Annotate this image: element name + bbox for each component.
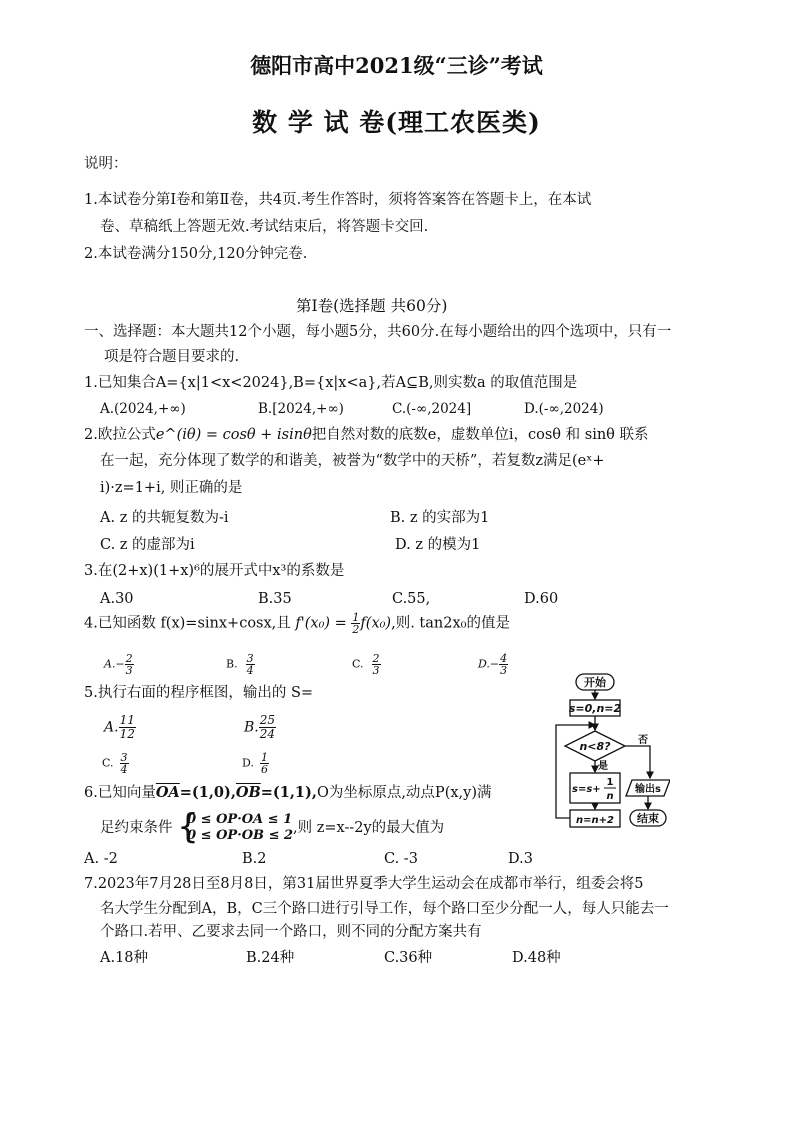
note-1-line-1: 1.本试卷分第Ⅰ卷和第Ⅱ卷，共4页.考生作答时，须将答案答在答题卡上，在本试 (84, 192, 592, 208)
q6-option-a: A. -2 (84, 851, 118, 867)
q6-constraints: { 0 ≤ OP·OA ≤ 1 0 ≤ OP·OB ≤ 2 (177, 807, 294, 847)
q6-stem-line-1: 6.已知向量$\overline{OA}=(1,0),\overline{OB}=(1,1),O$为坐标原点,动点P(x,y)满 (84, 784, 492, 801)
q6-vector-ob: $\overline{OB}$ (235, 784, 261, 801)
q6-stem-line-2: 足约束条件 { 0 ≤ OP·OA ≤ 1 0 ≤ OP·OB ≤ 2 ,则 z=x--2y的最大值为 (100, 807, 445, 847)
q7-option-c: C.36种 (384, 950, 433, 966)
q4-option-b: B. $\frac{3}{4}$ (226, 652, 254, 677)
q4-option-a: A.− $\frac{2}{3}$ (104, 652, 133, 677)
q6-constraint-2: 0 ≤ OP·OB ≤ 2 (187, 828, 294, 843)
q1-option-d: D.(-∞,2024) (524, 401, 604, 417)
q7-option-a: A.18种 (100, 950, 149, 966)
q6-option-c: C. -3 (384, 851, 418, 867)
q7-option-d: D.48种 (512, 950, 561, 966)
q2-stem-line-2: 在一起，充分体现了数学的和谐美，被誉为“数学中的天桥”，若复数z满足(eˣ+ (100, 453, 605, 469)
q6-option-b: B.2 (242, 851, 267, 867)
q2-stem-line-3: i)·z=1+i, 则正确的是 (100, 480, 243, 496)
page-subtitle: 数 学 试 卷(理工农医类) (252, 108, 541, 137)
q7-stem-line-2: 名大学生分配到A，B，C三个路口进行引导工作，每个路口至少分配一人，每人只能去一 (100, 901, 669, 917)
q1-option-c: C.(-∞,2024] (392, 401, 472, 417)
program-flowchart (550, 668, 670, 838)
q7-stem-line-1: 7.2023年7月28日至8月8日，第31届世界夏季大学生运动会在成都市举行，组委会将5 (84, 876, 644, 892)
q4-formula-left: f'(x₀) = (295, 615, 347, 632)
flowchart-yes-label: 是 (598, 761, 608, 772)
section-intro-line-1: 一、选择题：本大题共12个小题，每小题5分，共60分.在每小题给出的四个选项中，只有一 (84, 324, 672, 340)
q7-stem-line-3: 个路口.若甲、乙要求去同一个路口，则不同的分配方案共有 (100, 924, 482, 940)
q6-option-d: D.3 (508, 851, 533, 867)
flowchart-frac-num: 1 (606, 777, 614, 788)
flowchart-update-s-label: s=s+ (572, 784, 601, 795)
q6-constraint-1: 0 ≤ OP·OA ≤ 1 (187, 812, 293, 827)
q1-option-b: B.[2024,+∞) (258, 401, 344, 417)
flowchart-condition-label: n<8? (579, 740, 611, 753)
q2-euler-formula: e^(iθ) = cosθ + isinθ (155, 427, 312, 443)
flowchart-end-label: 结束 (637, 812, 659, 825)
notes-heading: 说明： (84, 156, 128, 172)
q4-option-c: C. $\frac{2}{3}$ (352, 652, 380, 677)
flowchart-init-label: s=0,n=2 (568, 702, 622, 715)
q7-option-b: B.24种 (246, 950, 295, 966)
q4-stem-post: ,则. tan2x₀的值是 (391, 615, 510, 632)
note-2: 2.本试卷满分150分,120分钟完卷. (84, 246, 308, 262)
q4-option-d: D.− $\frac{4}{3}$ (478, 652, 508, 677)
q3-option-b: B.35 (258, 591, 292, 607)
flowchart-start-label: 开始 (584, 676, 606, 689)
q4-stem-pre: 4.已知函数 f(x)=sinx+cosx,且 (84, 615, 291, 632)
q5-option-c: C. $\frac{3}{4}$ (102, 751, 128, 776)
q2-stem-post: 把自然对数的底数e，虚数单位i，cosθ 和 sinθ 联系 (311, 427, 649, 443)
flowchart-update-n-label: n=n+2 (576, 815, 614, 826)
section-intro-line-2: 项是符合题目要求的. (104, 349, 240, 365)
page-title: 德阳市高中2021级“三诊”考试 (250, 53, 543, 78)
q5-option-d: D. $\frac{1}{6}$ (242, 751, 268, 776)
q5-option-a: A. $\frac{11}{12}$ (104, 713, 135, 741)
q5-option-b: B. $\frac{25}{24}$ (244, 713, 276, 741)
q6-vector-oa: $\overline{OA}$ (155, 784, 180, 801)
q3-option-a: A.30 (100, 591, 134, 607)
section-title: 第Ⅰ卷(选择题 共60分) (296, 297, 448, 315)
q2-option-a: A. z 的共轭复数为-i (100, 510, 229, 526)
q4-formula-right: f(x₀) (360, 615, 392, 632)
q1-option-a: A.(2024,+∞) (100, 401, 186, 417)
q2-stem-pre: 2.欧拉公式 (84, 427, 156, 443)
q3-option-c: C.55, (392, 591, 431, 607)
q4-formula-fraction: $\frac{1}{2}$ (352, 611, 360, 636)
q1-stem: 1.已知集合A={x|1<x<2024},B={x|x<a},若A⊆B,则实数a 的取值范围是 (84, 375, 578, 391)
q2-option-b: B. z 的实部为1 (390, 510, 490, 526)
q5-stem: 5.执行右面的程序框图，输出的 S= (84, 685, 314, 701)
q2-option-c: C. z 的虚部为i (100, 537, 195, 553)
q3-option-d: D.60 (524, 591, 559, 607)
q3-stem: 3.在(2+x)(1+x)⁶的展开式中x³的系数是 (84, 563, 345, 579)
flowchart-frac-den: n (606, 791, 614, 802)
flowchart-no-label: 否 (638, 735, 648, 746)
q2-option-d: D. z 的模为1 (395, 537, 481, 553)
q2-stem-line-1 (84, 425, 649, 445)
q4-stem (84, 612, 510, 635)
note-1-line-2: 卷、草稿纸上答题无效.考试结束后，将答题卡交回. (100, 219, 429, 235)
flowchart-output-label: 输出s (635, 784, 661, 795)
